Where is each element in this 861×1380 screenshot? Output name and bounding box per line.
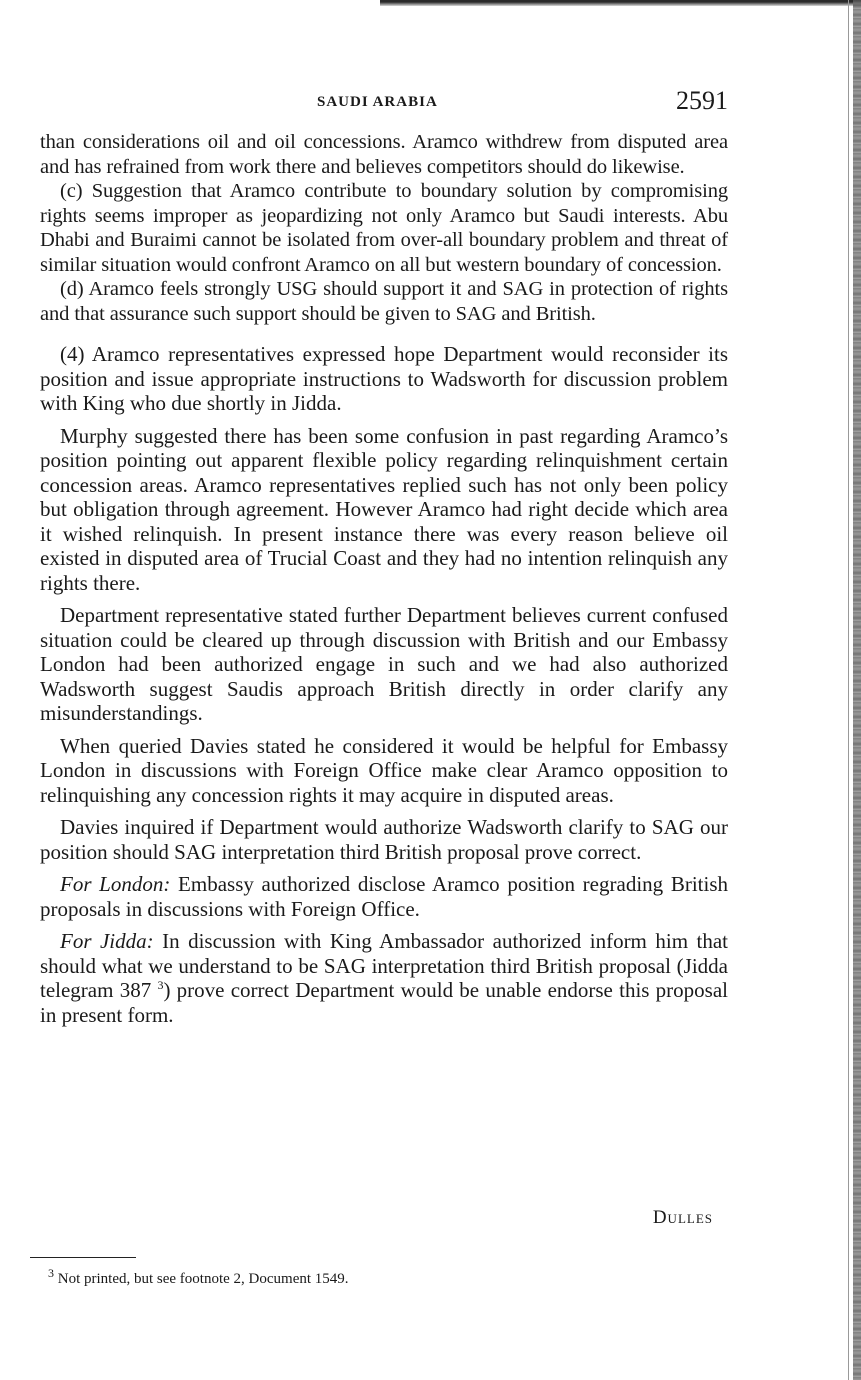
page-header: [44, 86, 728, 120]
for-jidda-label: For Jidda:: [60, 929, 154, 953]
paragraph-murphy: Murphy suggested there has been some confusion in past regarding Aramco’s position pointing out apparent flexible policy regarding relinquishment certain concession areas. Aramco representatives replied such has not only been policy but obligation through agreement. However Aramco had right decide which area it wished relinquish. In present instance there was every reason believe oil existed in disputed area of Trucial Coast and they had no intention relinquish any rights there.: [40, 423, 728, 595]
footnote-reference[interactable]: 3: [157, 978, 164, 992]
footnote-text: Not printed, but see footnote 2, Document 1549.: [57, 1271, 349, 1287]
for-london-text: Embassy authorized disclose Aramco position regrading British proposals in discussions with Foreign Office.: [40, 872, 728, 921]
paragraph-d: (d) Aramco feels strongly USG should support it and SAG in protection of rights and that assurance such support should be given to SAG and British.: [40, 278, 728, 325]
paragraph-davies-queried: When queried Davies stated he considered it would be helpful for Embassy London in discussions with Foreign Office make clear Aramco opposition to relinquishing any concession rights it may acquire in disputed areas.: [40, 733, 728, 807]
paragraph-for-jidda: [40, 929, 728, 1027]
footnote-rule: [30, 1257, 136, 1258]
paragraph-c: (c) Suggestion that Aramco contribute to boundary solution by compromising rights seems improper as jeopardizing not only Aramco but Saudi interests. Abu Dhabi and Buraimi cannot be isolated from over-all boundary problem and threat of similar situation would confront Aramco on all but western boundary of concession.: [40, 180, 728, 276]
document-body: [40, 130, 728, 1027]
paragraph-4: (4) Aramco representatives expressed hope Department would reconsider its position and issue appropriate instructions to Wadsworth for discussion problem with King who due shortly in Jidda.: [40, 342, 728, 415]
paragraph-department: Department representative stated further Department believes current confused situation could be cleared up through discussion with British and our Embassy London had been authorized engage in such and we had also authorized Wadsworth suggest Saudis approach British directly in order clarify any misunderstandings.: [40, 603, 728, 725]
paragraph-continuation: than considerations oil and oil concessions. Aramco withdrew from disputed area and has refrained from work there and believes competitors should do likewise.: [40, 131, 728, 178]
footnote-marker: 3: [48, 1266, 54, 1280]
for-london-label: For London:: [60, 872, 171, 896]
scan-edge-line: [848, 0, 849, 1380]
running-head: SAUDI ARABIA: [317, 94, 438, 110]
paragraph-for-london: [40, 872, 728, 921]
for-jidda-text-a: In discussion with King Ambassador authorized inform him that should what we understand to be SAG interpretation third British proposal (Jidda telegram 387: [40, 929, 729, 1002]
for-jidda-text-b: ) prove correct Department would be unable endorse this proposal in present form.: [40, 978, 729, 1027]
scan-edge-right: [853, 0, 861, 1380]
scan-edge-top: [380, 0, 861, 6]
page-number: 2591: [676, 86, 728, 115]
paragraph-davies-inquired: Davies inquired if Department would authorize Wadsworth clarify to SAG our position should SAG interpretation third British proposal prove correct.: [40, 815, 728, 864]
signature: Dulles: [652, 1207, 713, 1228]
footnote: [48, 1266, 349, 1288]
